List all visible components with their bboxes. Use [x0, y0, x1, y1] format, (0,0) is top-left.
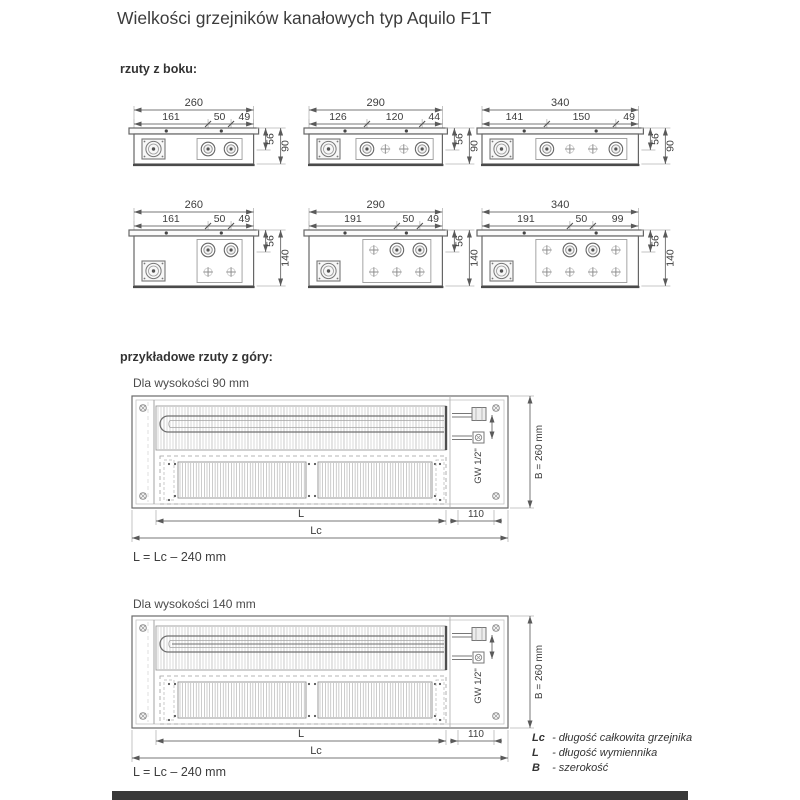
- drawing-shape: [528, 501, 533, 509]
- top-view-2-label: Dla wysokości 140 mm: [133, 597, 256, 611]
- drawing-shape: [614, 147, 617, 150]
- drawing-shape: [663, 157, 668, 165]
- legend: [532, 731, 692, 776]
- dim-segment-1: 161: [162, 111, 180, 123]
- grille: [318, 462, 432, 498]
- drawing-shape: [337, 278, 339, 280]
- drawing-shape: [174, 495, 176, 497]
- dim-gw-thread: GW 1/2": [473, 448, 484, 484]
- drawing-shape: [162, 141, 164, 143]
- drawing-shape: [319, 278, 321, 280]
- dim-gw-thread: GW 1/2": [473, 668, 484, 704]
- page-title: Wielkości grzejników kanałowych typ Aquilo F1T: [117, 8, 492, 28]
- dim-upper-height: 56: [453, 235, 466, 247]
- drawing-shape: [229, 248, 232, 251]
- drawing-shape: [168, 463, 170, 465]
- drawing-shape: [568, 248, 571, 251]
- drawing-shape: [494, 519, 502, 524]
- side-view-340x140: [468, 196, 683, 321]
- drawing-shape: [156, 626, 446, 670]
- drawing-shape: [631, 210, 639, 215]
- dim-upper-height: 56: [649, 133, 662, 145]
- legend-term-lc: Lc: [532, 732, 545, 744]
- drawing-shape: [319, 263, 321, 265]
- drawing-shape: [343, 231, 346, 234]
- drawing-shape: [482, 108, 490, 113]
- drawing-shape: [492, 141, 494, 143]
- dim-segment-1: 126: [329, 111, 347, 123]
- drawing-shape: [304, 128, 447, 134]
- drawing-shape: [314, 683, 316, 685]
- drawing-shape: [134, 210, 142, 215]
- dim-total-width: 340: [551, 199, 570, 211]
- dim-upper-height: 56: [264, 133, 277, 145]
- legend-desc-lc: - długość całkowita grzejnika: [552, 732, 693, 744]
- drawing-shape: [523, 129, 526, 132]
- drawing-shape: [319, 156, 321, 158]
- dim-segment-1: 141: [505, 111, 524, 123]
- drawing-shape: [144, 278, 146, 280]
- drawing-shape: [144, 156, 146, 158]
- drawing-shape: [132, 756, 140, 761]
- dim-total-width: 260: [184, 199, 203, 211]
- dim-total-height: 90: [279, 140, 292, 152]
- dim-segment-3: 49: [238, 111, 251, 123]
- drawing-shape: [229, 147, 232, 150]
- dim-total-height: 90: [468, 140, 481, 152]
- drawing-shape: [439, 519, 447, 524]
- top-view-1-label: Dla wysokości 90 mm: [133, 376, 250, 390]
- dim-upper-height: 56: [264, 235, 277, 247]
- pipe-plug-icon: [472, 408, 486, 421]
- drawing-shape: [278, 230, 283, 238]
- drawing-shape: [168, 683, 170, 685]
- drawing-shape: [405, 231, 408, 234]
- dim-length-l: L: [297, 508, 305, 520]
- grille: [318, 682, 432, 718]
- formula-90: L = Lc – 240 mm: [133, 550, 226, 564]
- dim-segment-2: 50: [575, 213, 588, 225]
- drawing-shape: [309, 224, 317, 229]
- drawing-shape: [528, 396, 533, 404]
- drawing-shape: [492, 156, 494, 158]
- drawing-shape: [144, 263, 146, 265]
- drawing-shape: [482, 210, 490, 215]
- legend-row-lc: [532, 731, 692, 746]
- drawing-shape: [631, 224, 639, 229]
- dim-segment-2: 50: [402, 213, 415, 225]
- dim-total-width: 340: [551, 97, 570, 109]
- dim-width-b: B = 260 mm: [534, 424, 545, 480]
- drawing-shape: [206, 147, 209, 150]
- dim-upper-height: 56: [453, 133, 466, 145]
- dim-length-lc: Lc: [310, 745, 322, 757]
- drawing-shape: [492, 278, 494, 280]
- drawing-shape: [174, 463, 176, 465]
- drawing-shape: [129, 230, 259, 236]
- drawing-shape: [152, 147, 155, 150]
- drawing-shape: [309, 122, 317, 127]
- drawing-shape: [439, 463, 441, 465]
- formula-140: L = Lc – 240 mm: [133, 765, 226, 779]
- drawing-shape: [523, 231, 526, 234]
- drawing-shape: [337, 263, 339, 265]
- legend-desc-l: - długość wymiennika: [552, 747, 658, 759]
- drawing-shape: [309, 210, 317, 215]
- drawing-shape: [314, 463, 316, 465]
- drawing-shape: [278, 128, 283, 136]
- drawing-shape: [134, 224, 142, 229]
- drawing-shape: [129, 128, 259, 134]
- drawing-shape: [220, 231, 223, 234]
- drawing-shape: [308, 463, 310, 465]
- drawing-shape: [278, 157, 283, 165]
- legend-desc-b: - szerokość: [552, 762, 609, 774]
- drawing-shape: [439, 719, 441, 721]
- dim-length-l: L: [297, 728, 305, 740]
- drawing-shape: [337, 156, 339, 158]
- drawing-shape: [421, 147, 424, 150]
- drawing-shape: [308, 683, 310, 685]
- dim-segment-3: 49: [623, 111, 635, 123]
- dim-upper-height: 56: [649, 235, 662, 247]
- drawing-shape: [500, 269, 503, 272]
- drawing-shape: [156, 406, 446, 450]
- drawing-shape: [144, 141, 146, 143]
- drawing-shape: [451, 739, 459, 744]
- drawing-shape: [343, 129, 346, 132]
- drawing-shape: [314, 495, 316, 497]
- dim-segment-1: 191: [344, 213, 362, 225]
- dim-110: 110: [468, 509, 484, 520]
- dim-segment-3: 49: [238, 213, 251, 225]
- drawing-shape: [337, 141, 339, 143]
- drawing-shape: [545, 147, 548, 150]
- drawing-shape: [663, 128, 668, 136]
- drawing-shape: [365, 147, 368, 150]
- drawing-shape: [482, 122, 490, 127]
- drawing-shape: [510, 263, 512, 265]
- drawing-shape: [174, 715, 176, 717]
- dim-segment-3: 99: [611, 213, 624, 225]
- drawing-shape: [451, 519, 459, 524]
- drawing-shape: [304, 230, 447, 236]
- drawing-shape: [395, 248, 398, 251]
- drawing-shape: [663, 279, 668, 287]
- legend-row-l: [532, 746, 692, 761]
- dim-total-width: 290: [366, 199, 385, 211]
- drawing-shape: [595, 231, 598, 234]
- dim-total-width: 290: [366, 97, 385, 109]
- drawing-shape: [156, 739, 164, 744]
- dim-segment-1: 191: [517, 213, 535, 225]
- drawing-shape: [482, 224, 490, 229]
- dim-segment-2: 50: [213, 111, 226, 123]
- dim-total-height: 140: [664, 249, 677, 267]
- drawing-shape: [510, 156, 512, 158]
- drawing-shape: [327, 269, 330, 272]
- drawing-shape: [134, 122, 142, 127]
- top-view-drawing-140mm: [126, 612, 562, 774]
- drawing-shape: [174, 683, 176, 685]
- drawing-shape: [206, 248, 209, 251]
- dim-segment-2: 50: [213, 213, 226, 225]
- footer-bar: [112, 791, 688, 800]
- dim-segment-2: 120: [385, 111, 404, 123]
- drawing-shape: [500, 147, 503, 150]
- drawing-shape: [132, 536, 140, 541]
- drawing-shape: [156, 519, 164, 524]
- drawing-shape: [168, 719, 170, 721]
- drawing-shape: [405, 129, 408, 132]
- dim-width-b: B = 260 mm: [534, 644, 545, 700]
- drawing-shape: [327, 147, 330, 150]
- pipe-plug-icon: [472, 628, 486, 641]
- drawing-shape: [591, 248, 594, 251]
- drawing-shape: [528, 616, 533, 624]
- drawing-shape: [134, 108, 142, 113]
- dim-total-height: 90: [664, 140, 677, 152]
- drawing-shape: [663, 230, 668, 238]
- drawing-shape: [494, 739, 502, 744]
- drawing-shape: [314, 715, 316, 717]
- dim-segment-2: 150: [572, 111, 591, 123]
- drawing-shape: [439, 739, 447, 744]
- drawing-shape: [152, 269, 155, 272]
- drawing-shape: [220, 129, 223, 132]
- dim-segment-3: 44: [428, 111, 441, 123]
- drawing-shape: [168, 499, 170, 501]
- legend-row-b: [532, 761, 692, 776]
- dim-total-height: 140: [279, 249, 292, 267]
- drawing-shape: [492, 263, 494, 265]
- drawing-shape: [278, 279, 283, 287]
- drawing-shape: [477, 128, 643, 134]
- drawing-shape: [418, 248, 421, 251]
- drawing-shape: [319, 141, 321, 143]
- drawing-shape: [501, 536, 509, 541]
- drawing-shape: [510, 278, 512, 280]
- drawing-shape: [439, 683, 441, 685]
- drawing-shape: [510, 141, 512, 143]
- section-label-top-views: przykładowe rzuty z góry:: [120, 350, 273, 364]
- drawing-shape: [165, 231, 168, 234]
- legend-term-b: B: [532, 762, 540, 774]
- section-label-side-views: rzuty z boku:: [120, 62, 198, 76]
- dim-110: 110: [468, 729, 484, 740]
- top-view-drawing-90mm: [126, 392, 562, 554]
- drawing-shape: [308, 495, 310, 497]
- drawing-shape: [162, 156, 164, 158]
- legend-term-l: L: [532, 747, 539, 759]
- drawing-shape: [162, 278, 164, 280]
- dim-segment-3: 49: [427, 213, 439, 225]
- drawing-shape: [162, 263, 164, 265]
- dim-total-width: 260: [184, 97, 203, 109]
- drawing-shape: [477, 230, 643, 236]
- dim-length-lc: Lc: [310, 525, 322, 537]
- drawing-shape: [165, 129, 168, 132]
- drawing-shape: [308, 715, 310, 717]
- drawing-shape: [595, 129, 598, 132]
- drawing-shape: [501, 756, 509, 761]
- drawing-shape: [439, 499, 441, 501]
- drawing-shape: [309, 108, 317, 113]
- dim-total-height: 140: [468, 249, 481, 267]
- drawing-shape: [528, 721, 533, 729]
- dim-segment-1: 161: [162, 213, 180, 225]
